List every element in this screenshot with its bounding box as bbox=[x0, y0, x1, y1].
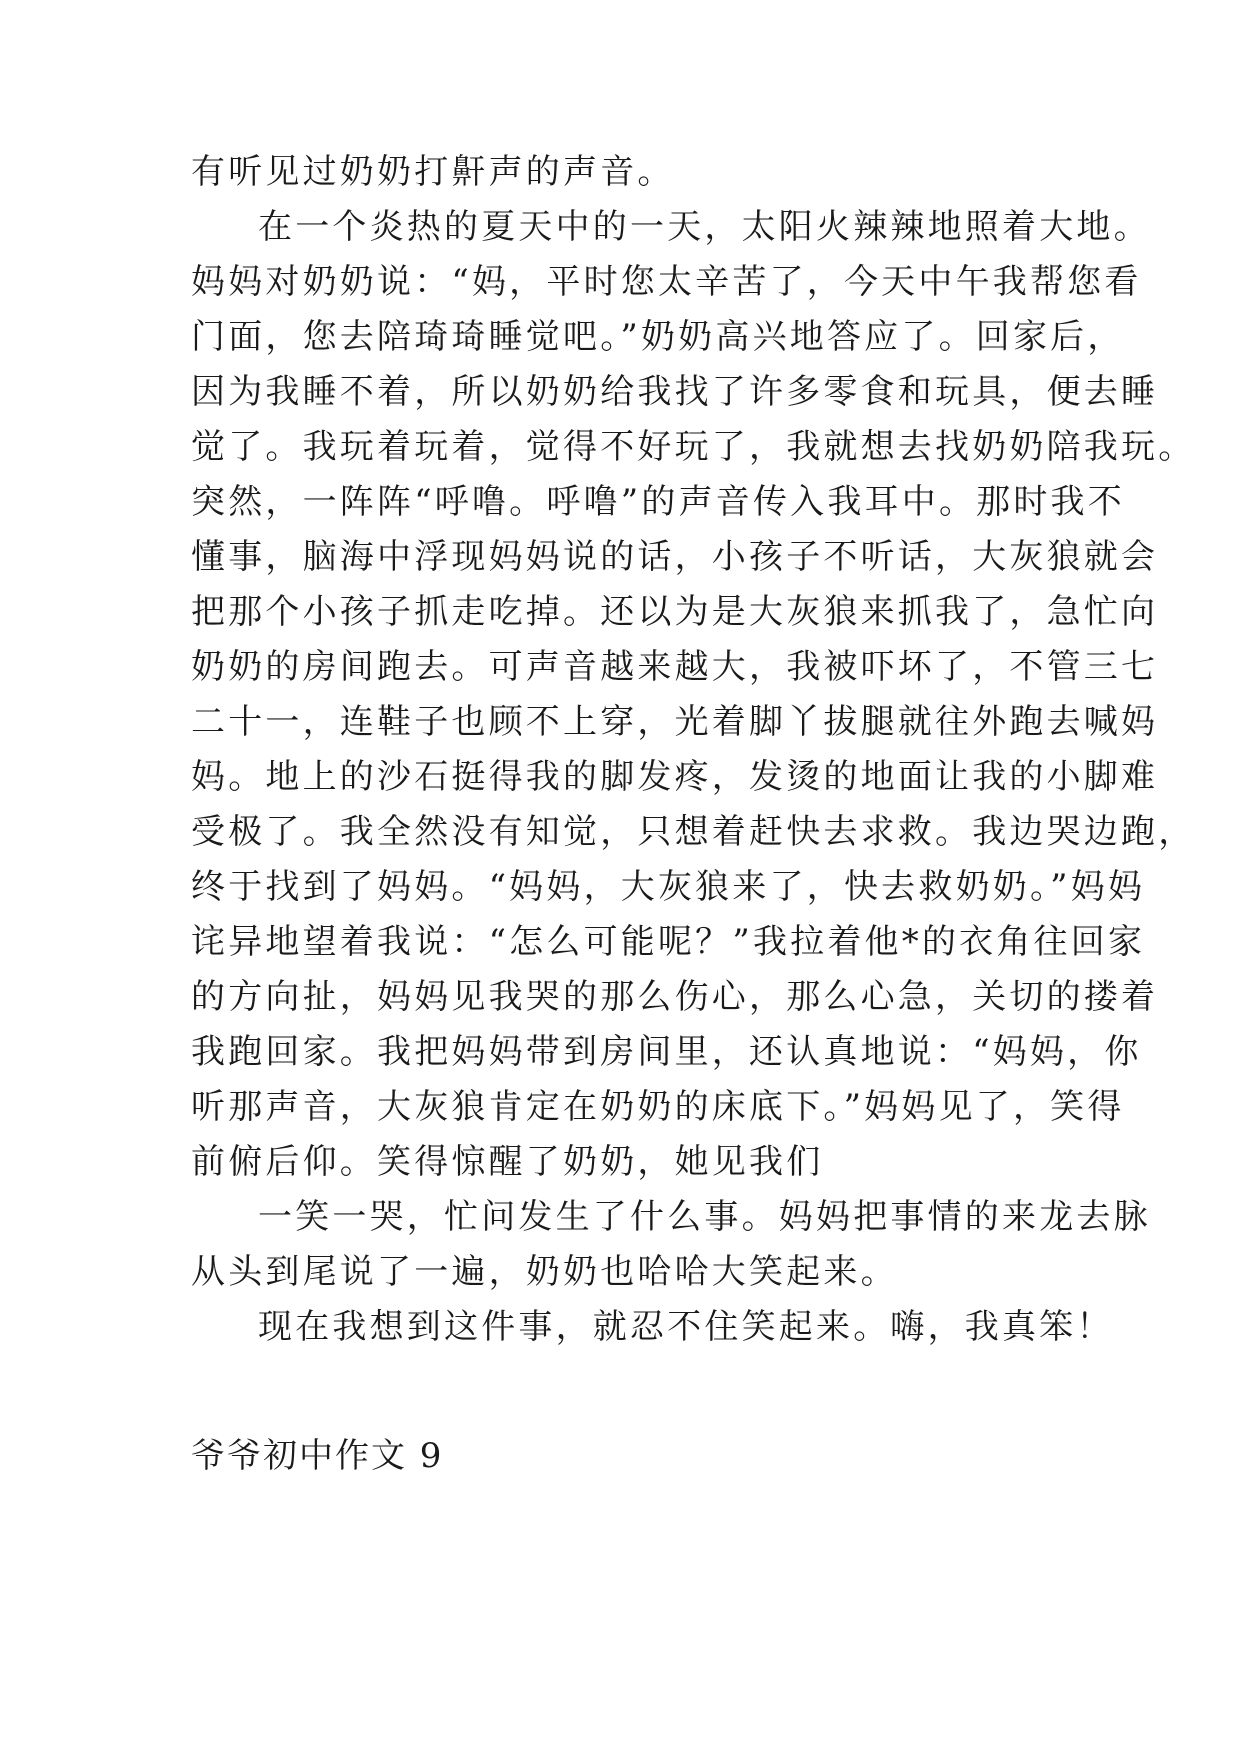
text-line-21: 从头到尾说了一遍，奶奶也哈哈大笑起来。 bbox=[191, 1252, 898, 1292]
text-line-19: 前俯后仰。笑得惊醒了奶奶，她见我们 bbox=[191, 1142, 824, 1182]
text-line-22: 现在我想到这件事，就忍不住笑起来。嗨，我真笨！ bbox=[258, 1307, 1114, 1347]
text-line-9: 把那个小孩子抓走吃掉。还以为是大灰狼来抓我了，急忙向 bbox=[191, 592, 1159, 632]
text-line-7: 突然，一阵阵“呼噜。呼噜”的声音传入我耳中。那时我不 bbox=[191, 482, 1125, 522]
section-heading: 爷爷初中作文 9 bbox=[191, 1436, 444, 1476]
text-line-6: 觉了。我玩着玩着，觉得不好玩了，我就想去找奶奶陪我玩。 bbox=[191, 427, 1196, 467]
text-line-11: 二十一，连鞋子也顾不上穿，光着脚丫拔腿就往外跑去喊妈 bbox=[191, 702, 1159, 742]
text-line-17: 我跑回家。我把妈妈带到房间里，还认真地说：“妈妈，你 bbox=[191, 1032, 1142, 1072]
text-line-3: 妈妈对奶奶说：“妈，平时您太辛苦了，今天中午我帮您看 bbox=[191, 262, 1142, 302]
text-line-18: 听那声音，大灰狼肯定在奶奶的床底下。”妈妈见了，笑得 bbox=[191, 1087, 1125, 1127]
text-line-13: 受极了。我全然没有知觉，只想着赶快去求救。我边哭边跑， bbox=[191, 812, 1196, 852]
text-line-1: 有听见过奶奶打鼾声的声音。 bbox=[191, 152, 675, 192]
text-line-2: 在一个炎热的夏天中的一天，太阳火辣辣地照着大地。 bbox=[258, 207, 1151, 247]
text-line-16: 的方向扯，妈妈见我哭的那么伤心，那么心急，关切的搂着 bbox=[191, 977, 1159, 1017]
text-line-12: 妈。地上的沙石挺得我的脚发疼，发烫的地面让我的小脚难 bbox=[191, 757, 1159, 797]
text-line-20: 一笑一哭，忙问发生了什么事。妈妈把事情的来龙去脉 bbox=[258, 1197, 1151, 1237]
text-line-15: 诧异地望着我说：“怎么可能呢？”我拉着他*的衣角往回家 bbox=[191, 922, 1146, 962]
text-line-10: 奶奶的房间跑去。可声音越来越大，我被吓坏了，不管三七 bbox=[191, 647, 1159, 687]
text-line-4: 门面，您去陪琦琦睡觉吧。”奶奶高兴地答应了。回家后， bbox=[191, 317, 1125, 357]
text-line-14: 终于找到了妈妈。“妈妈，大灰狼来了，快去救奶奶。”妈妈 bbox=[191, 867, 1146, 907]
text-line-8: 懂事，脑海中浮现妈妈说的话，小孩子不听话，大灰狼就会 bbox=[191, 537, 1159, 577]
text-line-5: 因为我睡不着，所以奶奶给我找了许多零食和玩具，便去睡 bbox=[191, 372, 1159, 412]
